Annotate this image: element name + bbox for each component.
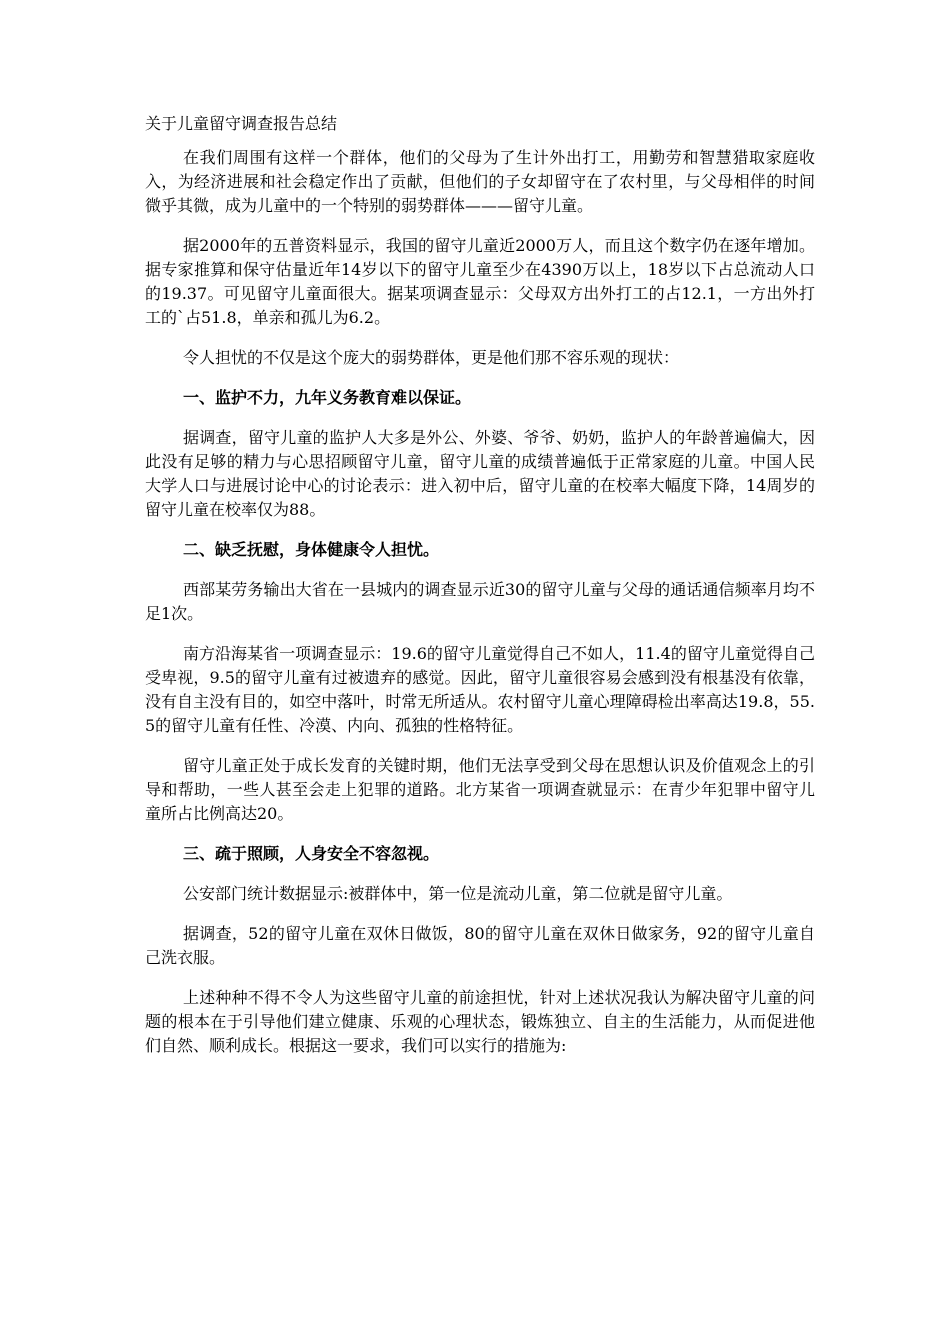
section-heading-1: 一、监护不力，九年义务教育难以保证。 (183, 388, 472, 407)
paragraph-9: 据调查，52的留守儿童在双休日做饭，80的留守儿童在双休日做家务，92的留守儿童自己洗衣服。 (145, 924, 815, 967)
paragraph-2: 据2000年的五普资料显示，我国的留守儿童近2000万人，而且这个数字仍在逐年增加。据专家推算和保守估量近年14岁以下的留守儿童至少在4390万以上，18岁以下占总流动人口的19.37。可见留守儿童面很大。据某项调查显示：父母双方出外打工的占12.1，一方出外打工的`占51.8，单亲和孤儿为6.2。 (145, 236, 815, 327)
paragraph-4: 据调查，留守儿童的监护人大多是外公、外婆、爷爷、奶奶，监护人的年龄普遍偏大，因此没有足够的精力与心思招顾留守儿童，留守儿童的成绩普遍低于正常家庭的儿童。中国人民大学人口与进展讨论中心的讨论表示：进入初中后，留守儿童的在校率大幅度下降，14周岁的留守儿童在校率仅为88。 (145, 428, 815, 519)
paragraph-7: 留守儿童正处于成长发育的关键时期，他们无法享受到父母在思想认识及价值观念上的引导和帮助，一些人甚至会走上犯罪的道路。北方某省一项调查就显示：在青少年犯罪中留守儿童所占比例高达20。 (145, 756, 815, 823)
paragraph-5: 西部某劳务输出大省在一县城内的调查显示近30的留守儿童与父母的通话通信频率月均不足1次。 (145, 580, 815, 623)
paragraph-1: 在我们周围有这样一个群体，他们的父母为了生计外出打工，用勤劳和智慧猎取家庭收入，为经济进展和社会稳定作出了贡献，但他们的子女却留守在了农村里，与父母相伴的时间微乎其微，成为儿童中的一个特别的弱势群体———留守儿童。 (145, 148, 815, 215)
section-heading-3: 三、疏于照顾，人身安全不容忽视。 (183, 844, 440, 863)
section-heading-2: 二、缺乏抚慰，身体健康令人担忧。 (183, 540, 440, 559)
document-page (145, 112, 815, 1074)
paragraph-10: 上述种种不得不令人为这些留守儿童的前途担忧，针对上述状况我认为解决留守儿童的问题的根本在于引导他们建立健康、乐观的心理状态，锻炼独立、自主的生活能力，从而促进他们自然、顺利成长。根据这一要求，我们可以实行的措施为: (145, 988, 815, 1055)
document-title: 关于儿童留守调查报告总结 (145, 114, 338, 133)
paragraph-8: 公安部门统计数据显示:被群体中，第一位是流动儿童，第二位就是留守儿童。 (183, 884, 733, 903)
paragraph-6: 南方沿海某省一项调查显示：19.6的留守儿童觉得自己不如人，11.4的留守儿童觉得自己受卑视，9.5的留守儿童有过被遗弃的感觉。因此，留守儿童很容易会感到没有根基没有依靠，没有自主没有目的，如空中落叶，时常无所适从。农村留守儿童心理障碍检出率高达19.8，55.5的留守儿童有任性、冷漠、内向、孤独的性格特征。 (145, 644, 815, 735)
paragraph-3: 令人担忧的不仅是这个庞大的弱势群体，更是他们那不容乐观的现状： (183, 348, 680, 367)
